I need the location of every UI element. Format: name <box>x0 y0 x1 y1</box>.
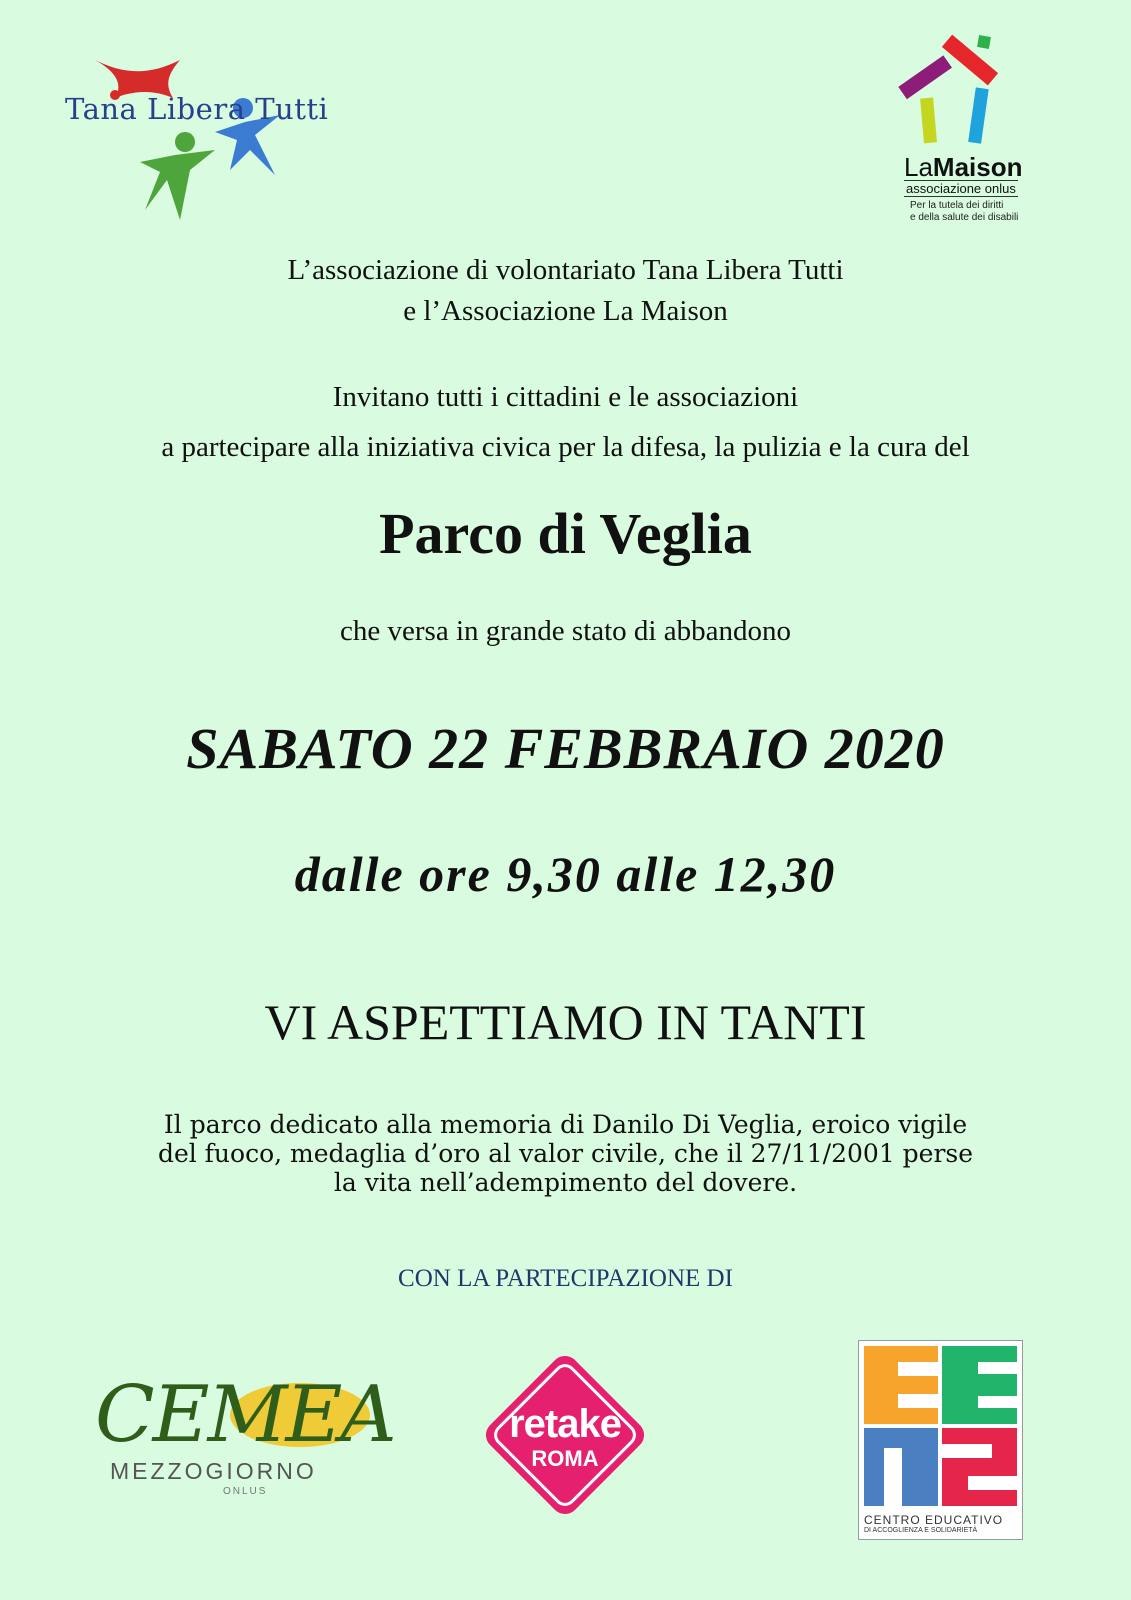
cemea-logo <box>95 1370 405 1500</box>
park-condition: che versa in grande stato di abbandono <box>340 615 791 647</box>
page-title: Parco di Veglia <box>379 501 752 566</box>
la-maison-la: La <box>904 152 933 182</box>
intro-text <box>0 250 1131 332</box>
intro-line-2: e l’Associazione La Maison <box>403 295 728 327</box>
house-icon <box>880 30 1060 150</box>
cemea-logo-text: CEMEA <box>95 1370 395 1460</box>
event-time: dalle ore 9,30 alle 12,30 <box>294 846 837 902</box>
retake-logo-text: retake <box>509 1402 621 1446</box>
event-date: SABATO 22 FEBBRAIO 2020 <box>186 716 945 781</box>
tana-figures-icon <box>55 50 335 230</box>
cens-logo <box>858 1340 1023 1540</box>
invite-text <box>0 372 1131 472</box>
memorial-line-3: la vita nell’adempimento del dovere. <box>333 1168 798 1197</box>
memorial-line-1: Il parco dedicato alla memoria di Danilo Di Veglia, eroico vigile <box>163 1110 968 1139</box>
tana-logo-text: Tana Libera Tutti <box>65 92 329 126</box>
retake-roma-logo <box>470 1340 660 1530</box>
participation-label: CON LA PARTECIPAZIONE DI <box>398 1265 733 1292</box>
cens-logo-line-1: CENTRO EDUCATIVO <box>864 1513 1004 1527</box>
la-maison-tagline <box>910 200 1018 224</box>
call-to-action: VI ASPETTIAMO IN TANTI <box>264 994 867 1050</box>
cemea-logo-sub: MEZZOGIORNO <box>110 1458 317 1484</box>
tana-libera-tutti-logo <box>55 50 335 230</box>
cens-logo-line-2: DI ACCOGLIENZA E SOLIDARIETÀ <box>864 1527 978 1534</box>
memorial-line-2: del fuoco, medaglia d’oro al valor civile, che il 27/11/2001 perse <box>157 1139 974 1168</box>
invite-line-1: Invitano tutti i cittadini e le associazioni <box>332 381 799 413</box>
la-maison-maison: Maison <box>932 152 1023 182</box>
memorial-text <box>0 1110 1131 1197</box>
la-maison-name <box>904 152 1023 183</box>
retake-logo-city: ROMA <box>531 1446 599 1471</box>
la-maison-tagline-2: e della salute dei disabili <box>910 212 1019 223</box>
cemea-logo-onlus: ONLUS <box>223 1486 268 1497</box>
la-maison-tagline-1: Per la tutela dei diritti <box>910 200 1004 211</box>
cens-blocks-icon <box>858 1340 1023 1510</box>
intro-line-1: L’associazione di volontariato Tana Libera Tutti <box>287 254 844 286</box>
la-maison-logo <box>880 30 1060 235</box>
la-maison-subtitle: associazione onlus <box>906 181 1016 196</box>
invite-line-2: a partecipare alla iniziativa civica per la difesa, la pulizia e la cura del <box>161 431 970 463</box>
